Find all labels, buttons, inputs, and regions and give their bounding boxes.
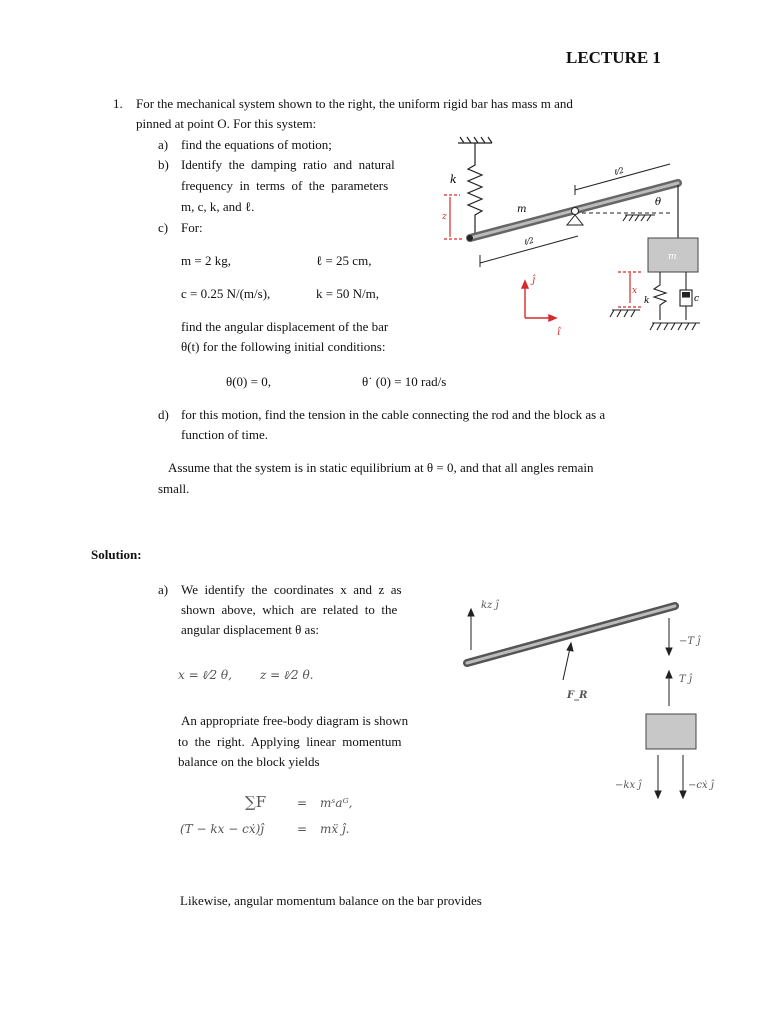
- label-kz: kz ĵ: [481, 600, 499, 611]
- problem-intro-line2: pinned at point O. For this system:: [136, 116, 317, 131]
- assumption-line2: small.: [158, 481, 190, 496]
- part-d-label: d): [158, 407, 169, 422]
- balance-rhs: mẍ ĵ.: [320, 822, 350, 836]
- part-b-line1: Identify the damping ratio and natural: [181, 157, 395, 172]
- initial-condition-theta: θ(0) = 0,: [226, 374, 271, 389]
- label-i-axis: î: [557, 327, 561, 338]
- problem-intro-line1: For the mechanical system shown to the right, the uniform rigid bar has mass m and: [136, 96, 573, 111]
- solution-a-line3: angular displacement θ as:: [181, 622, 319, 637]
- label-block-m: m: [668, 252, 677, 262]
- fbd-block: [646, 714, 696, 749]
- solution-a-line1: We identify the coordinates x and z as: [181, 582, 402, 597]
- bar-end-pin: [467, 235, 473, 241]
- part-c-line2: find the angular displacement of the bar: [181, 319, 389, 334]
- part-a-label: a): [158, 137, 169, 152]
- part-c-label: c): [158, 220, 169, 235]
- problem-number: 1.: [113, 96, 123, 111]
- label-x: x: [632, 286, 638, 296]
- sum-eq: =: [297, 796, 308, 810]
- label-t: T ĵ: [679, 674, 692, 685]
- free-body-diagram: [455, 590, 745, 810]
- label-fr: F_R: [567, 690, 588, 701]
- param-m: m = 2 kg,: [181, 253, 231, 268]
- initial-condition-theta-dot: θ˙ (0) = 10 rad/s: [362, 374, 447, 389]
- ceiling-hatch: [458, 137, 492, 143]
- assumption-line1: Assume that the system is in static equilibrium at θ = 0, and that all angles remain: [168, 460, 594, 475]
- spring-k-top: [468, 143, 482, 233]
- solution-a-line2: shown above, which are related to the: [181, 602, 398, 617]
- label-theta: θ: [655, 197, 662, 208]
- equation-x: x = ℓ⁄2 θ,: [178, 668, 232, 682]
- solution-a-label: a): [158, 582, 169, 597]
- label-c: c: [694, 294, 700, 304]
- mechanical-system-figure: [430, 135, 730, 338]
- fbd-line3: balance on the block yields: [178, 754, 320, 769]
- label-k: k: [450, 173, 457, 186]
- part-c-text: For:: [181, 220, 203, 235]
- part-b-label: b): [158, 157, 169, 172]
- sum-lhs: ∑F: [245, 793, 267, 811]
- part-d-line2: function of time.: [181, 427, 269, 442]
- param-l: ℓ = 25 cm,: [316, 253, 372, 268]
- label-k-lower: k: [644, 296, 650, 306]
- label-neg-t: −T ĵ: [679, 636, 701, 647]
- fbd-line2: to the right. Applying linear momentum: [178, 734, 402, 749]
- pivot-o: [572, 208, 579, 215]
- label-l-half-bottom: ℓ⁄2: [523, 235, 535, 247]
- label-neg-kx: −kx ĵ: [615, 780, 642, 791]
- part-a-text: find the equations of motion;: [181, 137, 332, 152]
- part-c-line3: θ(t) for the following initial conditions:: [181, 339, 386, 354]
- label-l-half-top: ℓ⁄2: [613, 165, 625, 177]
- label-neg-cx: −cẋ ĵ: [688, 780, 714, 791]
- sum-rhs: mˢaᴳ,: [320, 796, 353, 810]
- part-d-line1: for this motion, find the tension in the cable connecting the rod and the block as a: [181, 407, 606, 422]
- part-b-line3: m, c, k, and ℓ.: [181, 199, 255, 214]
- part-b-line2: frequency in terms of the parameters: [181, 178, 389, 193]
- fbd-line1: An appropriate free-body diagram is shown: [181, 713, 409, 728]
- label-z: z: [442, 212, 447, 222]
- balance-eq: =: [297, 822, 308, 836]
- equation-z: z = ℓ⁄2 θ.: [260, 668, 314, 682]
- solution-heading: Solution:: [91, 547, 142, 562]
- label-j-axis: ĵ: [532, 275, 536, 286]
- page-title: LECTURE 1: [566, 48, 661, 67]
- likewise-text: Likewise, angular momentum balance on the bar provides: [180, 893, 482, 908]
- param-k: k = 50 N/m,: [316, 286, 379, 301]
- param-c: c = 0.25 N/(m/s),: [181, 286, 271, 301]
- label-m-bar: m: [517, 204, 527, 215]
- balance-lhs: (T − kx − cẋ)ĵ: [180, 822, 264, 836]
